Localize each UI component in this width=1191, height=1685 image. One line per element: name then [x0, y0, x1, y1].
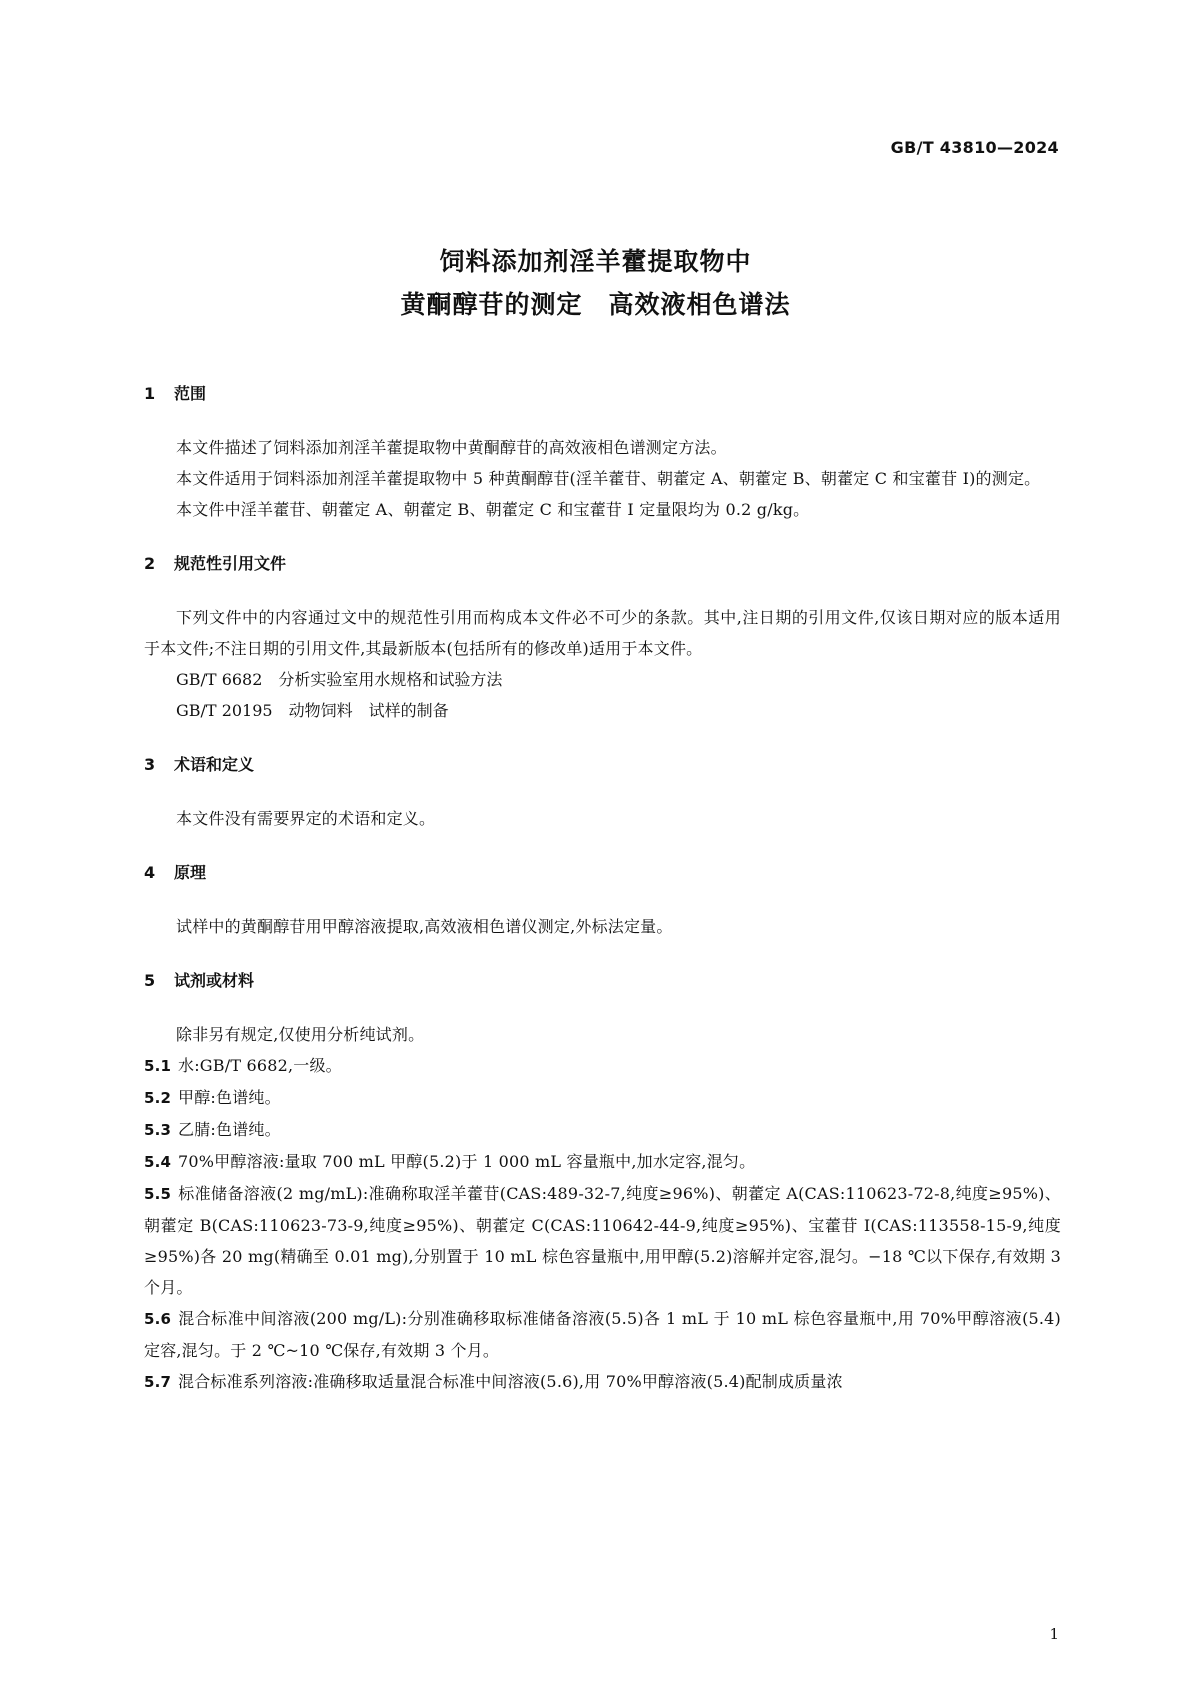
section-number: 2	[144, 554, 156, 573]
section-terms	[144, 755, 1061, 834]
section-normative-references	[144, 554, 1061, 726]
section-reagents	[144, 971, 1061, 1398]
reference-item: GB/T 20195 动物饲料 试样的制备	[176, 701, 449, 720]
section-number: 5	[144, 971, 156, 990]
paragraph: 本文件描述了饲料添加剂淫羊藿提取物中黄酮醇苷的高效液相色谱测定方法。	[176, 438, 727, 457]
reagent-item	[144, 1366, 1061, 1398]
section-heading	[144, 863, 1061, 883]
section-title: 规范性引用文件	[174, 554, 287, 573]
item-text: 水:GB/T 6682,一级。	[178, 1056, 342, 1075]
item-number: 5.1	[144, 1057, 172, 1075]
section-heading	[144, 384, 1061, 404]
item-number: 5.3	[144, 1121, 172, 1139]
title-line-2: 黄酮醇苷的测定 高效液相色谱法	[400, 290, 791, 319]
section-number: 1	[144, 384, 156, 403]
title-line-1: 饲料添加剂淫羊藿提取物中	[439, 247, 752, 276]
reagent-item	[144, 1303, 1061, 1366]
item-number: 5.4	[144, 1153, 172, 1171]
paragraph: 试样中的黄酮醇苷用甲醇溶液提取,高效液相色谱仪测定,外标法定量。	[176, 917, 673, 936]
section-title: 范围	[174, 384, 207, 403]
reagent-item	[144, 1146, 1061, 1178]
section-principle	[144, 863, 1061, 942]
section-heading	[144, 755, 1061, 775]
reagent-item	[144, 1050, 1061, 1082]
document-title	[0, 240, 1191, 326]
section-title: 术语和定义	[174, 755, 255, 774]
document-body	[144, 384, 1061, 1427]
item-text: 甲醇:色谱纯。	[178, 1088, 281, 1107]
paragraph: 下列文件中的内容通过文中的规范性引用而构成本文件必不可少的条款。其中,注日期的引用文件,仅该日期对应的版本适用于本文件;不注日期的引用文件,其最新版本(包括所有的修改单)适用于本文件。	[144, 608, 1061, 658]
paragraph: 本文件中淫羊藿苷、朝藿定 A、朝藿定 B、朝藿定 C 和宝藿苷 I 定量限均为 0.2 g/kg。	[176, 500, 810, 519]
section-scope	[144, 384, 1061, 525]
item-text: 乙腈:色谱纯。	[178, 1120, 281, 1139]
section-heading	[144, 971, 1061, 991]
paragraph: 本文件没有需要界定的术语和定义。	[176, 809, 436, 828]
section-title: 原理	[174, 863, 207, 882]
reagent-item	[144, 1178, 1061, 1303]
page-number: 1	[1049, 1625, 1059, 1643]
section-title: 试剂或材料	[174, 971, 255, 990]
standard-number: GB/T 43810—2024	[890, 138, 1059, 157]
item-number: 5.7	[144, 1373, 172, 1391]
item-text: 混合标准中间溶液(200 mg/L):分别准确移取标准储备溶液(5.5)各 1 mL 于 10 mL 棕色容量瓶中,用 70%甲醇溶液(5.4)定容,混匀。于 2 ℃~10 ℃保存,有效期 3 个月。	[144, 1309, 1061, 1360]
reagent-item	[144, 1082, 1061, 1114]
section-number: 3	[144, 755, 156, 774]
reagent-item	[144, 1114, 1061, 1146]
item-number: 5.5	[144, 1185, 172, 1203]
item-text: 70%甲醇溶液:量取 700 mL 甲醇(5.2)于 1 000 mL 容量瓶中,加水定容,混匀。	[178, 1152, 756, 1171]
paragraph: 本文件适用于饲料添加剂淫羊藿提取物中 5 种黄酮醇苷(淫羊藿苷、朝藿定 A、朝藿定 B、朝藿定 C 和宝藿苷 I)的测定。	[176, 469, 1041, 488]
reference-item: GB/T 6682 分析实验室用水规格和试验方法	[176, 670, 503, 689]
item-number: 5.6	[144, 1310, 172, 1328]
item-number: 5.2	[144, 1089, 172, 1107]
paragraph: 除非另有规定,仅使用分析纯试剂。	[176, 1025, 425, 1044]
item-text: 混合标准系列溶液:准确移取适量混合标准中间溶液(5.6),用 70%甲醇溶液(5.4)配制成质量浓	[178, 1372, 843, 1391]
section-heading	[144, 554, 1061, 574]
item-text: 标准储备溶液(2 mg/mL):准确称取淫羊藿苷(CAS:489-32-7,纯度≥96%)、朝藿定 A(CAS:110623-72-8,纯度≥95%)、朝藿定 B(CAS:110623-73-9,纯度≥95%)、朝藿定 C(CAS:110642-44-9,纯度≥95%)、宝藿苷 I(CAS:113558-15-9,纯度≥95%)各 20 mg(精确至 0.01 mg),分别置于 10 mL 棕色容量瓶中,用甲醇(5.2)溶解并定容,混匀。−18 ℃以下保存,有效期 3 个月。	[144, 1184, 1061, 1297]
section-number: 4	[144, 863, 156, 882]
